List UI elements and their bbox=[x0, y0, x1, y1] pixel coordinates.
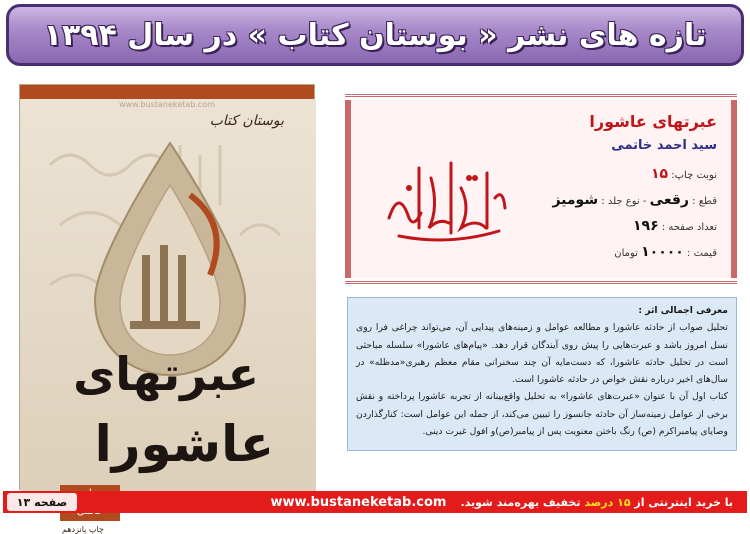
book-title: عبرتهای عاشورا bbox=[589, 112, 717, 131]
price-label: قیمت : bbox=[687, 248, 717, 259]
price-unit: تومان bbox=[614, 248, 638, 259]
promo-suffix: تخفیف بهره‌مند شوید. bbox=[460, 495, 581, 509]
print-label: نوبت چاپ: bbox=[671, 170, 717, 181]
print-row bbox=[651, 166, 717, 182]
cover-top-band bbox=[20, 85, 314, 99]
cover-title-line1: عبرتهای bbox=[73, 347, 259, 401]
format-label: قطع : bbox=[692, 196, 717, 207]
binding-value: شومیز bbox=[552, 192, 599, 208]
info-bottom-border bbox=[345, 273, 737, 284]
pages-value: ۱۹۶ bbox=[632, 218, 659, 234]
publisher-calligraphy-logo bbox=[379, 148, 509, 248]
pages-label: تعداد صفحه : bbox=[661, 222, 717, 233]
description-box bbox=[347, 297, 737, 451]
page-title: تازه های نشر « بوستان کتاب » در سال ۱۳۹۴ bbox=[43, 17, 707, 53]
format-row bbox=[552, 192, 717, 208]
cover-url: www.bustaneketab.com bbox=[119, 100, 215, 109]
description-paragraph-1: تحلیل صواب از حادثه عاشورا و مطالعه عوامل و زمینه‌های پیدایی آن، می‌تواند چراغی فرا روی نسل امروز باشد و عبرت‌هایی را پیش روی آیندگان قرار دهد. «پیام‌های عاشورا» سلسله مباحثی است در تحلیل حادثه عاشورا، که دست‌مایه آن چند سخنرانی مقام معظم رهبری«مدظله» در سال‌های اخیر درباره نقش خواص در حادثه عاشورا است. bbox=[356, 322, 728, 386]
description-heading: معرفی اجمالی اثر : bbox=[638, 305, 728, 316]
price-row bbox=[614, 244, 717, 260]
price-value: ۱۰۰۰۰ bbox=[641, 244, 684, 260]
format-value: رقعی bbox=[649, 192, 689, 208]
header-banner bbox=[6, 4, 744, 66]
page-number: صفحه ۱۳ bbox=[7, 493, 77, 511]
book-info-box bbox=[345, 100, 737, 278]
book-author: سید احمد خاتمی bbox=[611, 138, 717, 153]
pages-row bbox=[633, 218, 717, 234]
info-top-border bbox=[345, 94, 737, 105]
cover-publisher-logo: بوستان کتاب bbox=[209, 113, 284, 129]
binding-label: - نوع جلد : bbox=[601, 196, 647, 207]
footer-website-link[interactable]: www.bustaneketab.com bbox=[270, 494, 447, 510]
description-paragraph-2: کتاب اول آن با عنوان «عبرت‌های عاشورا» به تحلیل واقع‌بینانه از تجربه عاشورا پرداخته و نقش برخی از عوامل زمینه‌ساز آن حادثه جانسوز را تبیین می‌کند، از جمله این عوامل است: کنارگذاردن وصایای پیامبراکرم (ص) رنگ باختن معنویت پس از پیامبر(ص)و افول غیرت دینی. bbox=[356, 391, 728, 438]
promo-prefix: با خرید اینترنتی از bbox=[634, 495, 733, 509]
print-value: ۱۵ bbox=[650, 166, 669, 182]
footer-promo bbox=[460, 496, 733, 509]
cover-edition: چاپ پانزدهم bbox=[62, 525, 104, 534]
promo-percent: ۱۵ درصد bbox=[584, 495, 631, 509]
cover-title-line2: عاشورا bbox=[94, 415, 274, 473]
footer-bar bbox=[3, 491, 747, 513]
